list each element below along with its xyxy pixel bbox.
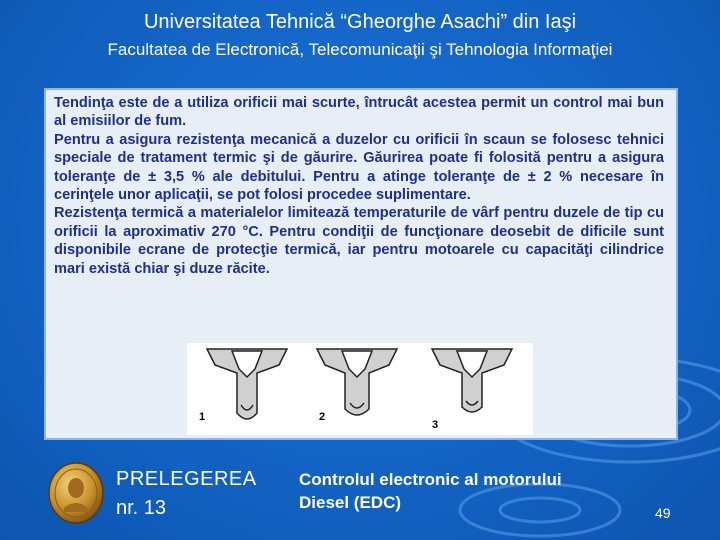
course-title-line1: Controlul electronic al motorului <box>299 470 562 489</box>
lecture-label: PRELEGEREA <box>116 468 257 490</box>
paragraph-3: Rezistenţa termică a materialelor limitează temperaturile de vârf pentru duzele de tip cu orificii la aproximativ 270 °C. Pentru condiţii de funcţionare deosebit de dificile sunt disponibile ecrane de protecţie termică, iar pentru motoarele cu capacităţi cilindrice mari există chiar şi duze răcite. <box>54 205 664 277</box>
university-title: Universitatea Tehnică “Gheorghe Asachi” din Iaşi <box>143 11 577 33</box>
figure-label-1: 1 <box>199 411 206 423</box>
paragraph-1: Tendinţa este de a utiliza orificii mai scurte, întrucât acestea permit un control mai bun al emisiilor de fum. <box>54 95 664 130</box>
nozzle-illustration <box>187 343 533 435</box>
course-title-line2: Diesel (EDC) <box>299 493 402 512</box>
figure-label-3: 3 <box>432 419 439 431</box>
faculty-subtitle: Facultatea de Electronică, Telecomunicaţii şi Tehnologia Informaţiei <box>107 40 613 59</box>
body-text <box>54 94 664 278</box>
lecture-number: nr. 13 <box>116 497 167 519</box>
page-number: 49 <box>655 505 671 521</box>
paragraph-2: Pentru a asigura rezistenţa mecanică a duzelor cu orificii în scaun se folosesc tehnici speciale de tratament termic şi de găurire. Găurirea poate fi folosită pentru a asigura toleranţe de ± 3,5 % ale debitului. Pentru a atinge toleranţe de ± 2 % necesare în cerinţele unor aplicaţii, se pot folosi procedee suplimentare. <box>54 131 664 204</box>
figure-label-2: 2 <box>319 411 326 423</box>
university-medal-logo <box>48 462 104 524</box>
nozzle-diagram <box>187 343 533 435</box>
